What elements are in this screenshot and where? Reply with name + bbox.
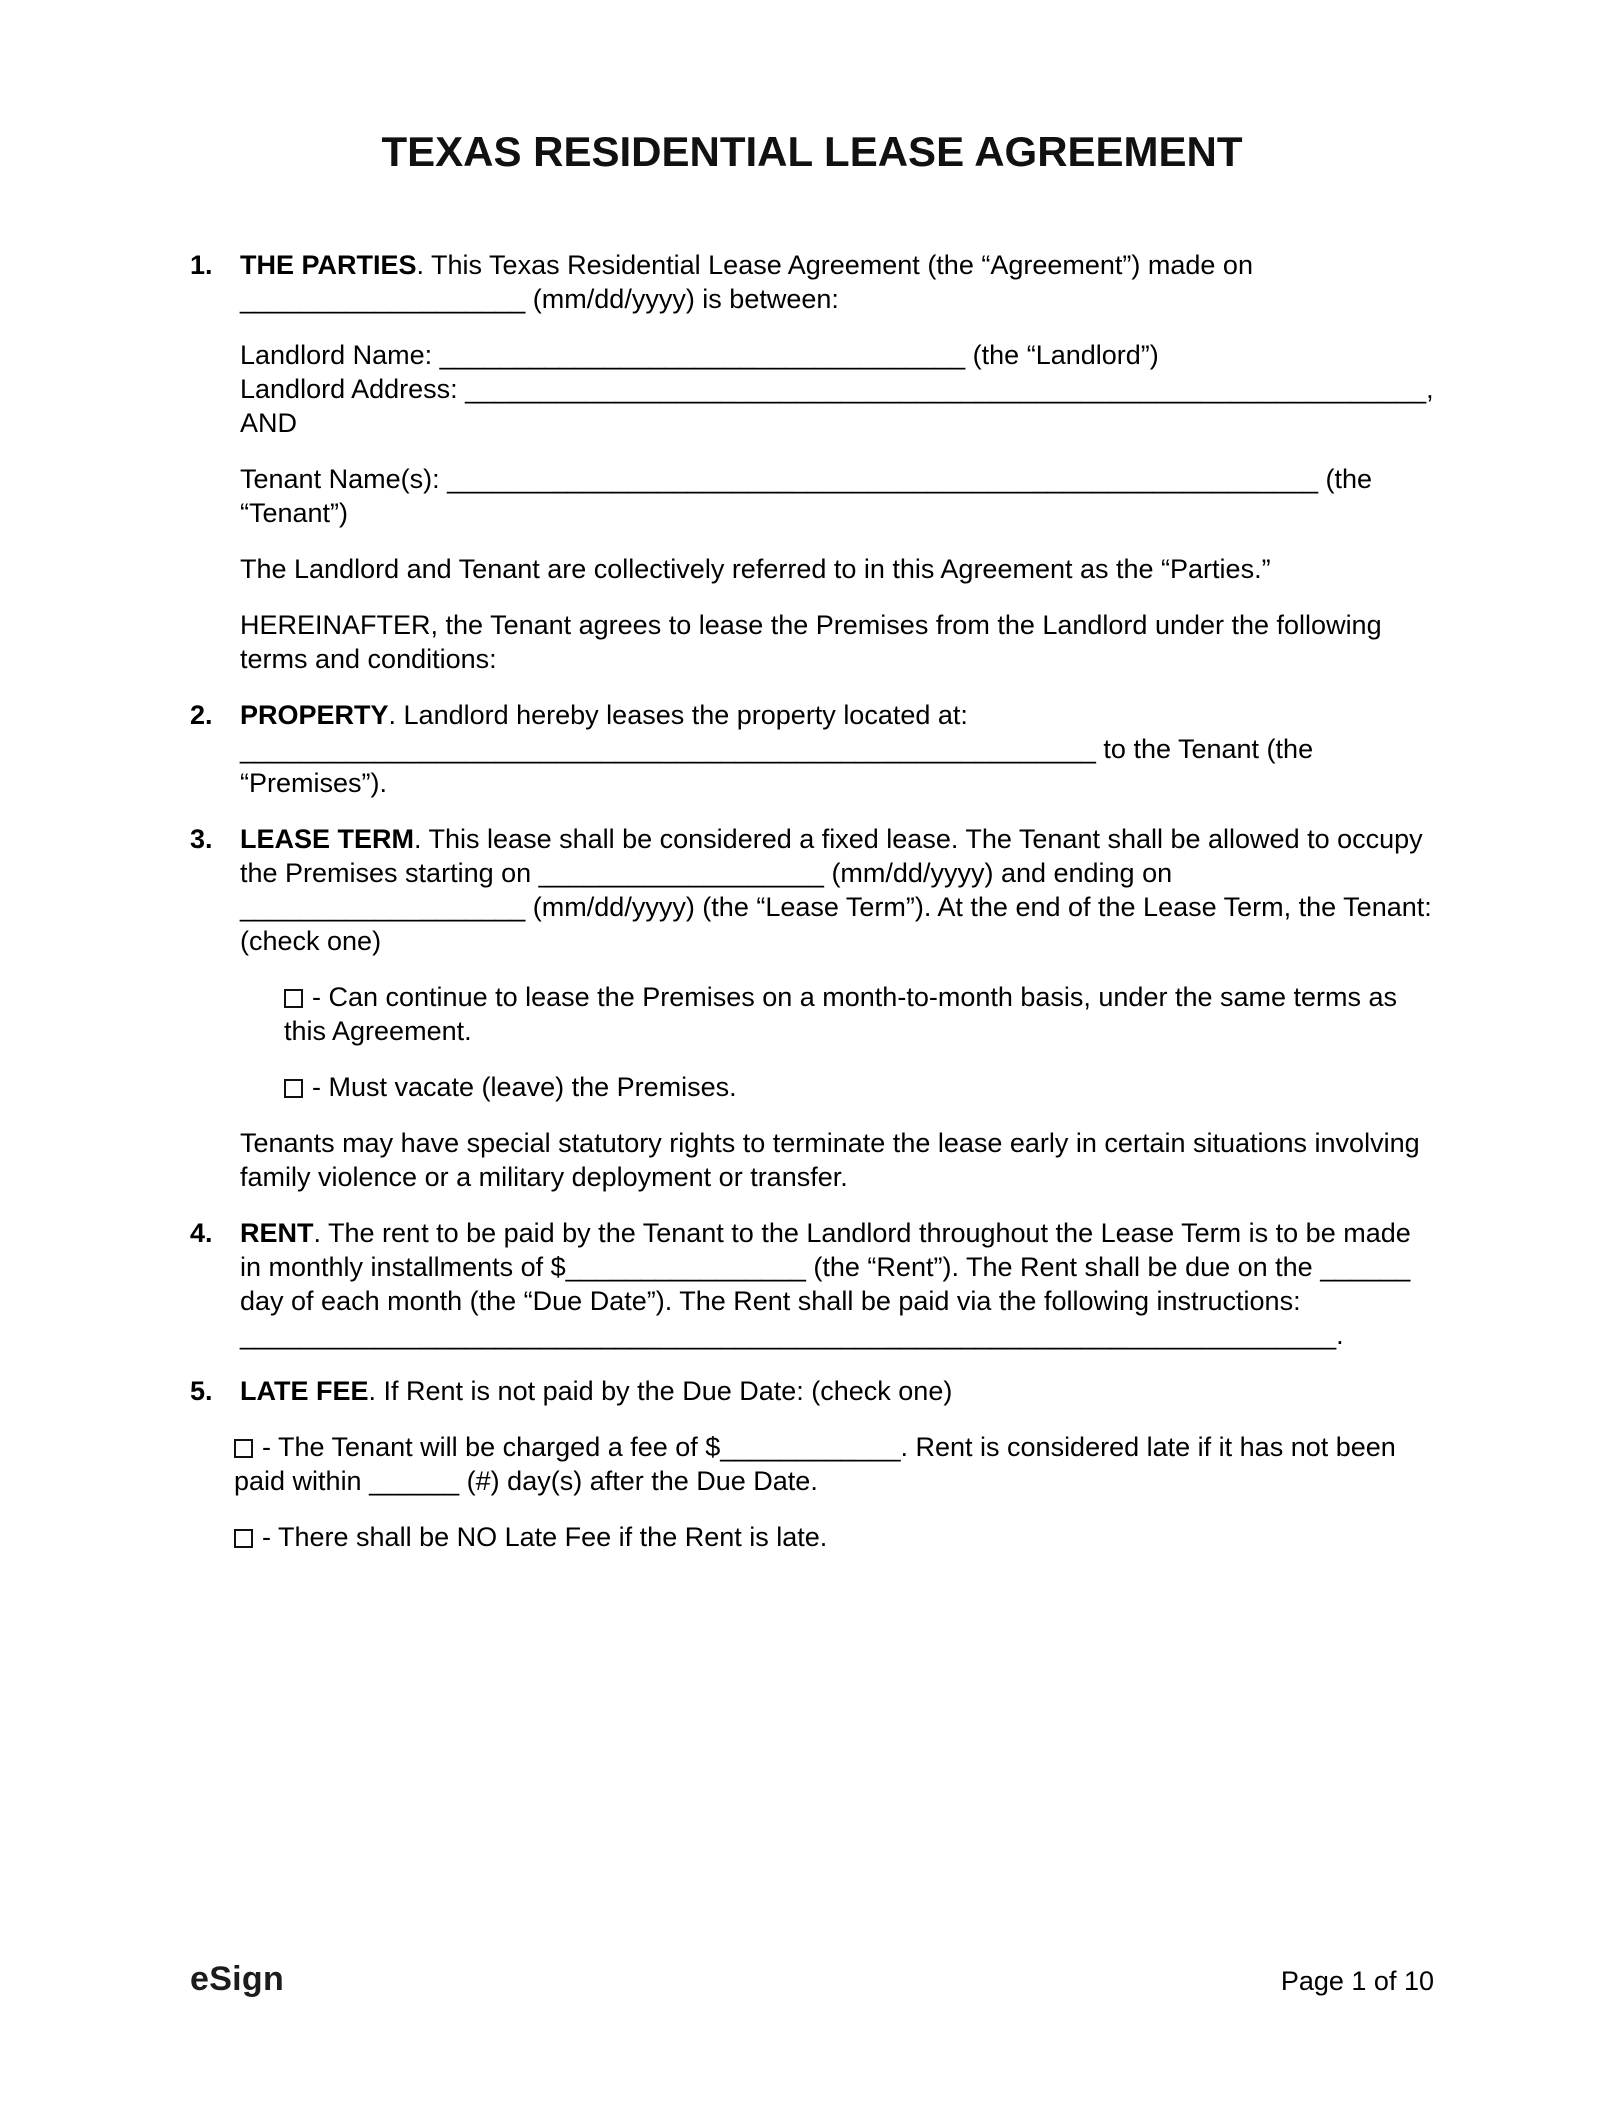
page-indicator: Page 1 of 10 [1280, 1966, 1434, 1996]
property-paragraph [190, 698, 1434, 800]
rent-paragraph [190, 1216, 1434, 1352]
esign-logo: eSign [190, 1960, 285, 1998]
section-body-text: . If Rent is not paid by the Due Date: (check one) [368, 1376, 953, 1407]
section-rent [190, 1216, 1434, 1352]
late-fee-option-charged [234, 1430, 1434, 1498]
section-number: 2. [190, 700, 213, 731]
lease-term-option-vacate [284, 1070, 1434, 1104]
late-fee-paragraph [190, 1374, 1434, 1408]
parties-intro-paragraph [190, 248, 1434, 316]
lease-term-paragraph [190, 822, 1434, 958]
checkbox-icon[interactable] [234, 1439, 253, 1458]
checkbox-icon[interactable] [234, 1529, 253, 1548]
section-heading: LATE FEE [240, 1376, 369, 1407]
checkbox-icon[interactable] [284, 1079, 303, 1098]
section-heading: LEASE TERM [240, 824, 415, 855]
option-text: - Can continue to lease the Premises on a month-to-month basis, under the same terms as this Agreement. [284, 982, 1398, 1047]
page-footer [190, 1960, 1434, 1999]
hereinafter-line: HEREINAFTER, the Tenant agrees to lease the Premises from the Landlord under the following terms and conditions: [240, 610, 1382, 675]
section-parties [190, 248, 1434, 676]
section-late-fee [190, 1374, 1434, 1554]
landlord-address-line: Landlord Address: ________________________________________________________________, AND [240, 374, 1434, 439]
section-number: 1. [190, 250, 213, 281]
section-heading: THE PARTIES [240, 250, 417, 281]
option-text: - There shall be NO Late Fee if the Rent is late. [262, 1522, 828, 1553]
tenant-names-line: Tenant Name(s): __________________________________________________________ (the “Tenant”) [240, 464, 1373, 529]
section-number: 4. [190, 1218, 213, 1249]
section-body-text: . This lease shall be considered a fixed lease. The Tenant shall be allowed to occupy the Premises starting on ___________________ (mm/dd/yyyy) and ending on ___________________ (mm/dd/yyyy) (the “Lease Term”). At the end of the Lease Term, the Tenant: (check one) [240, 824, 1432, 957]
section-lease-term [190, 822, 1434, 1194]
statutory-rights-note: Tenants may have special statutory rights to terminate the lease early in certain situations involving family violence or a military deployment or transfer. [240, 1128, 1420, 1193]
section-number: 5. [190, 1376, 213, 1407]
section-number: 3. [190, 824, 213, 855]
section-body-text: . Landlord hereby leases the property located at: _________________________________________________________ to the Tenant (the “Premises”). [240, 700, 1314, 799]
section-heading: RENT [240, 1218, 314, 1249]
option-text: - Must vacate (leave) the Premises. [312, 1072, 737, 1103]
checkbox-icon[interactable] [284, 989, 303, 1008]
landlord-name-line: Landlord Name: ___________________________________ (the “Landlord”) [240, 340, 1159, 371]
option-text: - The Tenant will be charged a fee of $____________. Rent is considered late if it has not been paid within ______ (#) day(s) after the Due Date. [234, 1432, 1396, 1497]
lease-term-option-month-to-month [284, 980, 1434, 1048]
document-title: TEXAS RESIDENTIAL LEASE AGREEMENT [381, 128, 1243, 175]
late-fee-option-none [234, 1520, 1434, 1554]
section-heading: PROPERTY [240, 700, 389, 731]
section-body-text: . The rent to be paid by the Tenant to the Landlord throughout the Lease Term is to be made in monthly installments of $________________ (the “Rent”). The Rent shall be due on the ______ day of each month (the “Due Date”). The Rent shall be paid via the following instructions: _________________________________________________________________________. [240, 1218, 1411, 1351]
section-body-text: . This Texas Residential Lease Agreement (the “Agreement”) made on ___________________ (mm/dd/yyyy) is between: [240, 250, 1253, 315]
parties-collective-line: The Landlord and Tenant are collectively referred to in this Agreement as the “Parties.” [240, 554, 1271, 585]
section-property [190, 698, 1434, 800]
